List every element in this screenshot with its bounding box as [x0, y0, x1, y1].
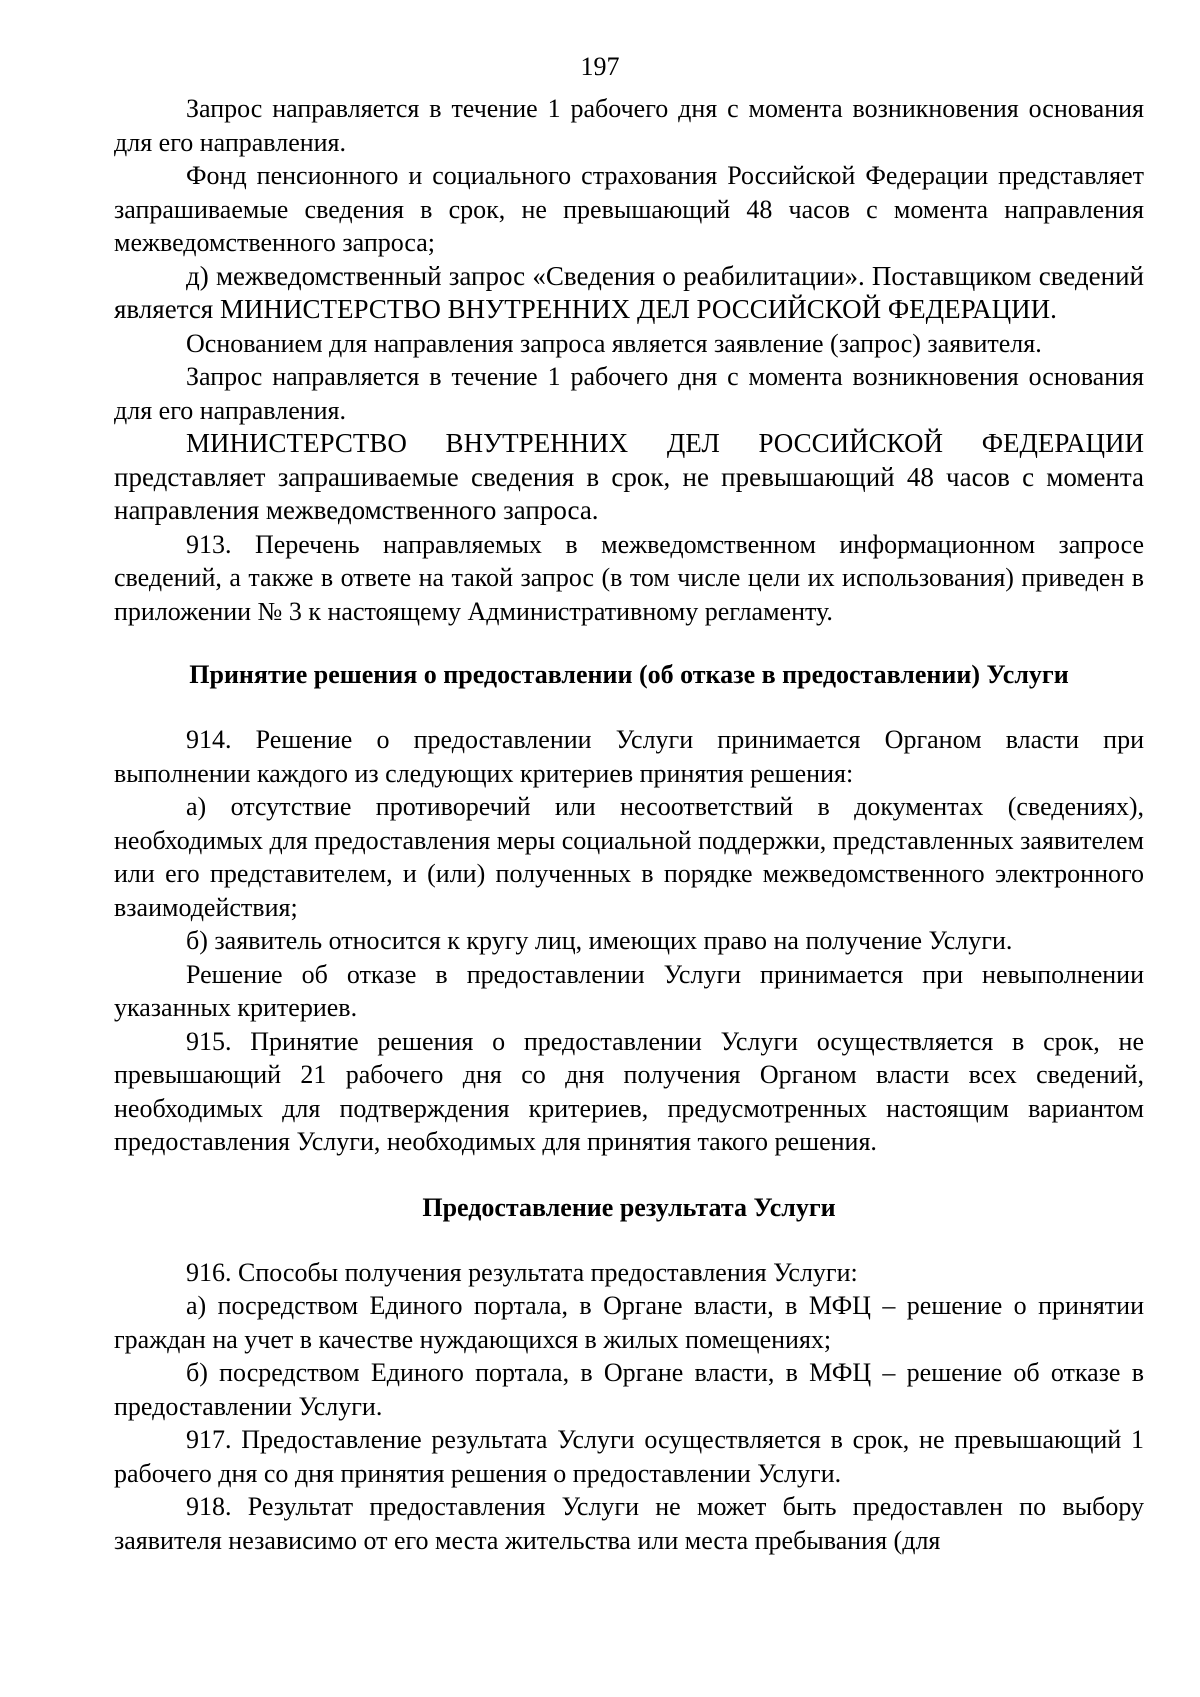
- section-heading-decision: Принятие решения о предоставлении (об отказе в предоставлении) Услуги: [189, 660, 1069, 689]
- paragraph: 915. Принятие решения о предоставлении Услуги осуществляется в срок, не превышающий 21 рабочего дня со дня получения Органом власти всех сведений, необходимых для подтверждения критериев, предусмотренных настоящим вариантом предоставления Услуги, необходимых для принятия такого решения.: [114, 1026, 1144, 1156]
- paragraph: б) заявитель относится к кругу лиц, имеющих право на получение Услуги.: [186, 926, 1013, 955]
- section-heading-result: Предоставление результата Услуги: [422, 1192, 836, 1222]
- paragraph: а) отсутствие противоречий или несоответствий в документах (сведениях), необходимых для предоставления меры социальной поддержки, представленных заявителем или его представителем, и (или) полученных в порядке межведомственного электронного взаимодействия;: [114, 792, 1144, 922]
- page-number: 197: [580, 52, 620, 81]
- paragraph: а) посредством Единого портала, в Органе власти, в МФЦ – решение о принятии граждан на учет в качестве нуждающихся в жилых помещениях;: [114, 1291, 1144, 1354]
- paragraph: Запрос направляется в течение 1 рабочего дня с момента возникновения основания для его направления.: [114, 94, 1144, 157]
- paragraph: 913. Перечень направляемых в межведомственном информационном запросе сведений, а также в ответе на такой запрос (в том числе цели их использования) приведен в приложении № 3 к настоящему Административному регламенту.: [114, 529, 1144, 626]
- paragraph: МИНИСТЕРСТВО ВНУТРЕННИХ ДЕЛ РОССИЙСКОЙ ФЕДЕРАЦИИ представляет запрашиваемые сведения в срок, не превышающий 48 часов с момента направления межведомственного запроса.: [114, 428, 1144, 525]
- paragraph: б) посредством Единого портала, в Органе власти, в МФЦ – решение об отказе в предоставлении Услуги.: [114, 1358, 1144, 1421]
- paragraph: Запрос направляется в течение 1 рабочего дня с момента возникновения основания для его направления.: [114, 362, 1144, 425]
- paragraph: 916. Способы получения результата предоставления Услуги:: [186, 1257, 858, 1287]
- document-body: [114, 92, 1144, 1557]
- paragraph: 914. Решение о предоставлении Услуги принимается Органом власти при выполнении каждого из следующих критериев принятия решения:: [114, 725, 1144, 788]
- paragraph: Фонд пенсионного и социального страхования Российской Федерации представляет запрашиваемые сведения в срок, не превышающий 48 часов с момента направления межведомственного запроса;: [114, 161, 1144, 257]
- paragraph: д) межведомственный запрос «Сведения о реабилитации». Поставщиком сведений является МИНИСТЕРСТВО ВНУТРЕННИХ ДЕЛ РОССИЙСКОЙ ФЕДЕРАЦИИ.: [114, 260, 1144, 324]
- paragraph: Основанием для направления запроса является заявление (запрос) заявителя.: [186, 328, 1042, 358]
- paragraph: Решение об отказе в предоставлении Услуги принимается при невыполнении указанных критериев.: [114, 959, 1144, 1022]
- paragraph: 917. Предоставление результата Услуги осуществляется в срок, не превышающий 1 рабочего дня со дня принятия решения о предоставлении Услуги.: [114, 1425, 1144, 1488]
- paragraph: 918. Результат предоставления Услуги не может быть предоставлен по выбору заявителя независимо от его места жительства или места пребывания (для: [114, 1492, 1144, 1555]
